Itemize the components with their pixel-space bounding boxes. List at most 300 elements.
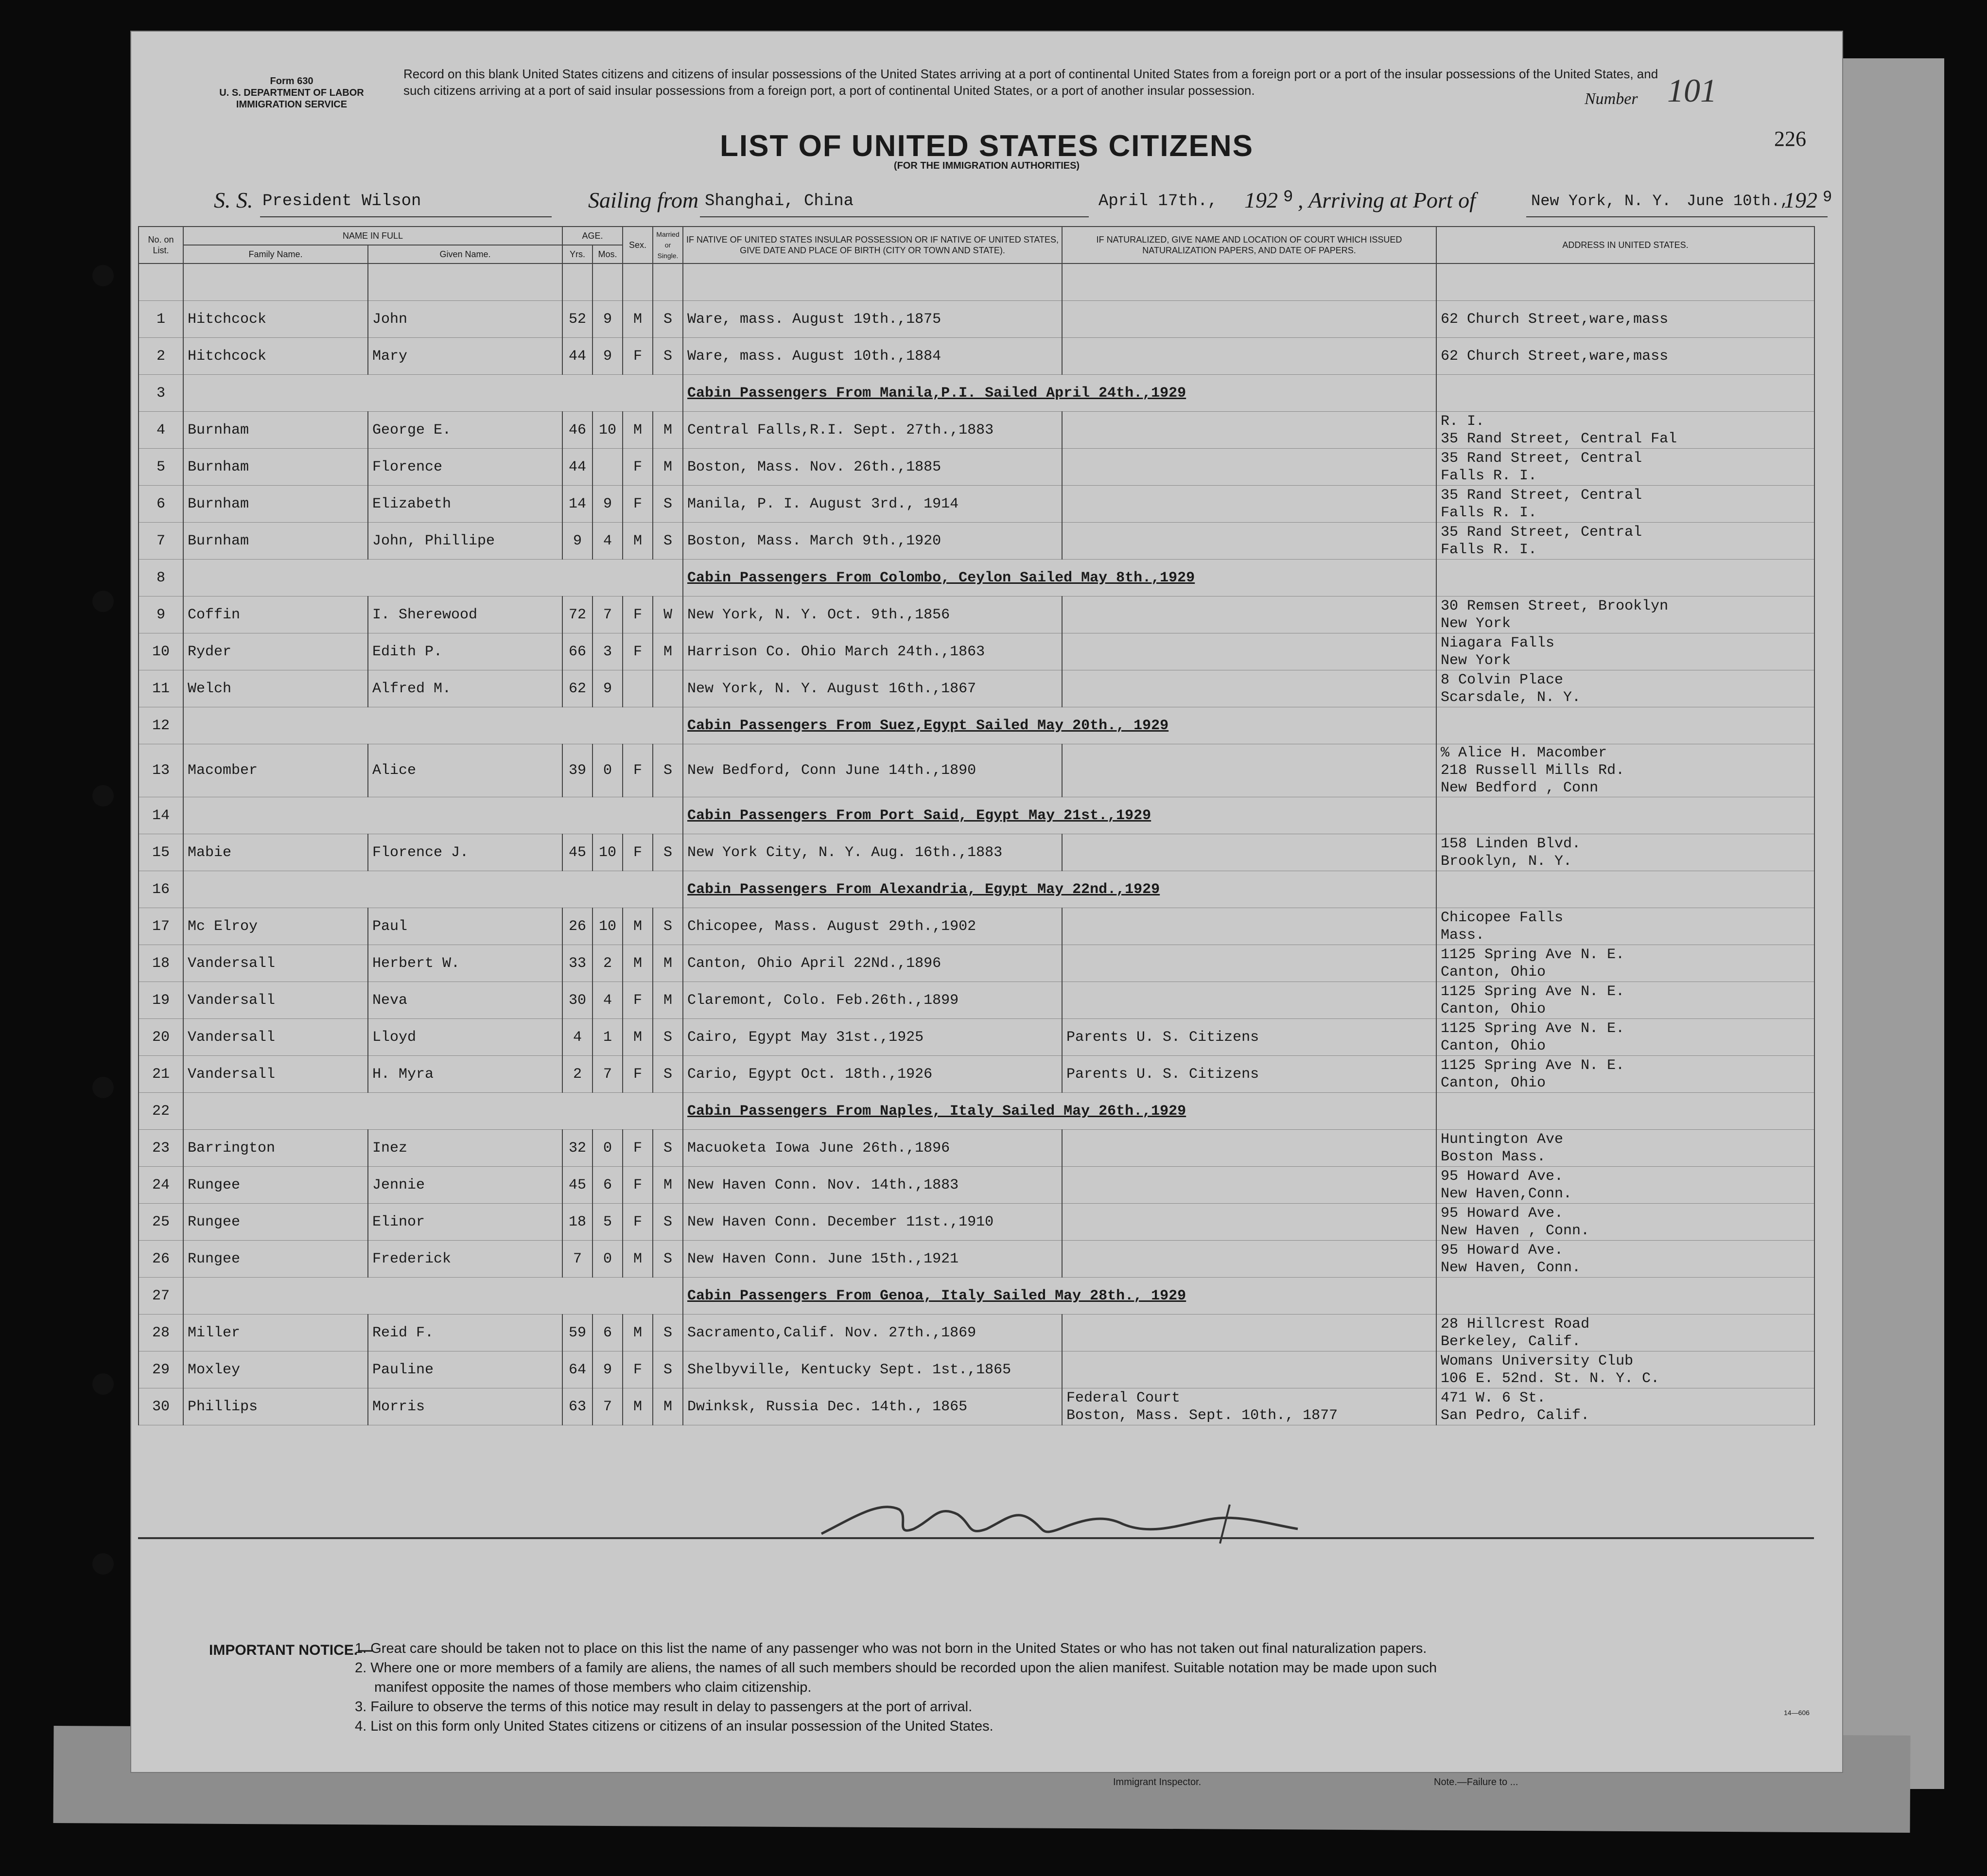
address: 95 Howard Ave. New Haven, Conn. — [1436, 1241, 1814, 1278]
birth-place-date: Chicopee, Mass. August 29th.,1902 — [683, 908, 1062, 945]
given-name: Pauline — [368, 1351, 562, 1388]
col-address: ADDRESS IN UNITED STATES. — [1436, 227, 1814, 263]
passenger-row — [139, 1351, 1814, 1388]
age-years: 39 — [562, 744, 593, 797]
address: 1125 Spring Ave N. E. Canton, Ohio — [1436, 1019, 1814, 1056]
age-years: 46 — [562, 412, 593, 449]
arriving-label: , Arriving at Port of — [1298, 188, 1476, 212]
sex: F — [623, 1056, 653, 1093]
sex: M — [623, 908, 653, 945]
marital-status: M — [653, 633, 683, 670]
arrival-date: June 10th., — [1687, 192, 1790, 210]
passenger-row — [139, 670, 1814, 707]
given-name: Neva — [368, 982, 562, 1019]
row-number: 6 — [139, 486, 183, 523]
row-number: 20 — [139, 1019, 183, 1056]
age-years: 59 — [562, 1315, 593, 1351]
birth-place-date: Manila, P. I. August 3rd., 1914 — [683, 486, 1062, 523]
marital-status: M — [653, 412, 683, 449]
row-number: 12 — [139, 707, 183, 744]
age-years: 45 — [562, 834, 593, 871]
col-naturalized: IF NATURALIZED, GIVE NAME AND LOCATION OF COURT WHICH ISSUED NATURALIZATION PAPERS, AND DATE OF PAPERS. — [1062, 227, 1436, 263]
family-name: Coffin — [183, 596, 368, 633]
spacer-row — [139, 263, 1814, 301]
given-name: Alice — [368, 744, 562, 797]
family-name: Hitchcock — [183, 301, 368, 338]
given-name: Reid F. — [368, 1315, 562, 1351]
naturalization — [1062, 338, 1436, 375]
section-row — [139, 1278, 1814, 1315]
marital-status — [653, 670, 683, 707]
row-number: 30 — [139, 1388, 183, 1425]
section-heading: Cabin Passengers From Naples, Italy Sailed May 26th.,1929 — [683, 1093, 1436, 1130]
row-number: 27 — [139, 1278, 183, 1315]
given-name: Elinor — [368, 1204, 562, 1241]
blank-cells — [183, 375, 683, 412]
address: Chicopee Falls Mass. — [1436, 908, 1814, 945]
printer-code: 14—606 — [1784, 1709, 1810, 1717]
marital-status: S — [653, 523, 683, 560]
birth-place-date: Boston, Mass. March 9th.,1920 — [683, 523, 1062, 560]
given-name: Lloyd — [368, 1019, 562, 1056]
address: 35 Rand Street, Central Falls R. I. — [1436, 523, 1814, 560]
naturalization — [1062, 523, 1436, 560]
age-years: 4 — [562, 1019, 593, 1056]
address: 158 Linden Blvd. Brooklyn, N. Y. — [1436, 834, 1814, 871]
passenger-rows — [139, 263, 1814, 1425]
row-number: 23 — [139, 1130, 183, 1167]
notice-item-1: 1. Great care should be taken not to place on this list the name of any passenger who was not born in the United States or who has not taken out final naturalization papers. — [355, 1641, 1427, 1656]
passenger-row — [139, 1204, 1814, 1241]
blank-cells — [183, 1093, 683, 1130]
age-years: 18 — [562, 1204, 593, 1241]
given-name: Inez — [368, 1130, 562, 1167]
manifest-page — [131, 32, 1842, 1788]
given-name: John — [368, 301, 562, 338]
marital-status: S — [653, 486, 683, 523]
row-number: 19 — [139, 982, 183, 1019]
birth-place-date: Boston, Mass. Nov. 26th.,1885 — [683, 449, 1062, 486]
naturalization — [1062, 1351, 1436, 1388]
passenger-row — [139, 982, 1814, 1019]
marital-status: S — [653, 1130, 683, 1167]
col-given-name: Given Name. — [368, 245, 562, 263]
age-months: 6 — [593, 1167, 623, 1204]
age-years: 64 — [562, 1351, 593, 1388]
section-row — [139, 871, 1814, 908]
passenger-row — [139, 596, 1814, 633]
col-name-in-full: NAME IN FULL — [183, 227, 562, 245]
arrival-year-prefix: 192 — [1784, 188, 1817, 212]
section-row — [139, 560, 1814, 596]
row-number: 29 — [139, 1351, 183, 1388]
age-months: 9 — [593, 1351, 623, 1388]
family-name: Rungee — [183, 1241, 368, 1278]
address: 95 Howard Ave. New Haven,Conn. — [1436, 1167, 1814, 1204]
form-number: Form 630 — [270, 76, 314, 87]
blank-cell — [1436, 797, 1814, 834]
row-number: 8 — [139, 560, 183, 596]
family-name: Miller — [183, 1315, 368, 1351]
section-row — [139, 797, 1814, 834]
sailing-year-prefix: 192 — [1244, 188, 1278, 212]
department-label: U. S. DEPARTMENT OF LABOR — [219, 88, 364, 98]
address: 1125 Spring Ave N. E. Canton, Ohio — [1436, 982, 1814, 1019]
family-name: Rungee — [183, 1167, 368, 1204]
address: 471 W. 6 St. San Pedro, Calif. — [1436, 1388, 1814, 1425]
address: Womans University Club 106 E. 52nd. St. N. Y. C. — [1436, 1351, 1814, 1388]
punch-hole — [92, 265, 114, 286]
birth-place-date: New Haven Conn. December 11st.,1910 — [683, 1204, 1062, 1241]
row-number: 4 — [139, 412, 183, 449]
birth-place-date: New Bedford, Conn June 14th.,1890 — [683, 744, 1062, 797]
family-name: Mabie — [183, 834, 368, 871]
row-number: 24 — [139, 1167, 183, 1204]
age-years: 52 — [562, 301, 593, 338]
family-name: Macomber — [183, 744, 368, 797]
age-years: 72 — [562, 596, 593, 633]
age-months: 1 — [593, 1019, 623, 1056]
family-name: Vandersall — [183, 945, 368, 982]
age-months: 0 — [593, 1241, 623, 1278]
naturalization — [1062, 633, 1436, 670]
col-sex: Sex. — [623, 227, 653, 263]
birth-place-date: New York, N. Y. Oct. 9th.,1856 — [683, 596, 1062, 633]
passenger-row — [139, 908, 1814, 945]
family-name: Burnham — [183, 523, 368, 560]
sailing-port: Shanghai, China — [705, 192, 854, 210]
birth-place-date: Central Falls,R.I. Sept. 27th.,1883 — [683, 412, 1062, 449]
birth-place-date: Ware, mass. August 10th.,1884 — [683, 338, 1062, 375]
sex — [623, 670, 653, 707]
ship-underline — [260, 216, 552, 217]
age-years: 66 — [562, 633, 593, 670]
address: 35 Rand Street, Central Falls R. I. — [1436, 486, 1814, 523]
row-number: 2 — [139, 338, 183, 375]
punch-hole — [92, 591, 114, 612]
row-number: 10 — [139, 633, 183, 670]
address: 62 Church Street,ware,mass — [1436, 301, 1814, 338]
notice-item-3: 3. Failure to observe the terms of this notice may result in delay to passengers at the port of arrival. — [355, 1699, 973, 1715]
age-years: 9 — [562, 523, 593, 560]
form-identifier — [190, 75, 394, 110]
address: Niagara Falls New York — [1436, 633, 1814, 670]
address: Huntington Ave Boston Mass. — [1436, 1130, 1814, 1167]
naturalization: Parents U. S. Citizens — [1062, 1019, 1436, 1056]
sex: M — [623, 1241, 653, 1278]
passenger-row — [139, 633, 1814, 670]
row-number: 26 — [139, 1241, 183, 1278]
age-years: 26 — [562, 908, 593, 945]
blank-cell — [1436, 375, 1814, 412]
age-months: 0 — [593, 744, 623, 797]
row-number: 22 — [139, 1093, 183, 1130]
blank-cells — [183, 871, 683, 908]
family-name: Rungee — [183, 1204, 368, 1241]
age-years: 44 — [562, 449, 593, 486]
naturalization — [1062, 908, 1436, 945]
family-name: Burnham — [183, 412, 368, 449]
given-name: Morris — [368, 1388, 562, 1425]
marital-status: M — [653, 1388, 683, 1425]
age-years: 63 — [562, 1388, 593, 1425]
row-number: 9 — [139, 596, 183, 633]
family-name: Phillips — [183, 1388, 368, 1425]
section-row — [139, 1093, 1814, 1130]
age-months: 10 — [593, 834, 623, 871]
notice-item-2: 2. Where one or more members of a family are aliens, the names of all such members should be recorded upon the alien manifest. Suitable notation may be made upon such — [355, 1660, 1437, 1676]
row-number: 15 — [139, 834, 183, 871]
sex: F — [623, 596, 653, 633]
marital-status: S — [653, 1019, 683, 1056]
passenger-row — [139, 1241, 1814, 1278]
blank-cell — [1436, 1278, 1814, 1315]
age-months: 0 — [593, 1130, 623, 1167]
passenger-row — [139, 449, 1814, 486]
family-name: Vandersall — [183, 1019, 368, 1056]
service-label: IMMIGRATION SERVICE — [236, 99, 348, 110]
given-name: Paul — [368, 908, 562, 945]
blank-cell — [1436, 560, 1814, 596]
family-name: Ryder — [183, 633, 368, 670]
age-years: 33 — [562, 945, 593, 982]
naturalization: Parents U. S. Citizens — [1062, 1056, 1436, 1093]
marital-status: S — [653, 1056, 683, 1093]
naturalization — [1062, 1130, 1436, 1167]
given-name: Jennie — [368, 1167, 562, 1204]
naturalization — [1062, 744, 1436, 797]
naturalization — [1062, 945, 1436, 982]
col-family-name: Family Name. — [183, 245, 368, 263]
marital-status: S — [653, 1204, 683, 1241]
given-name: Alfred M. — [368, 670, 562, 707]
age-months: 9 — [593, 338, 623, 375]
given-name: John, Phillipe — [368, 523, 562, 560]
sex: M — [623, 412, 653, 449]
col-no: No. on List. — [139, 227, 183, 263]
row-number: 14 — [139, 797, 183, 834]
row-number: 3 — [139, 375, 183, 412]
passenger-row — [139, 1056, 1814, 1093]
age-months: 2 — [593, 945, 623, 982]
age-months: 4 — [593, 523, 623, 560]
age-months: 7 — [593, 1056, 623, 1093]
naturalization: Federal Court Boston, Mass. Sept. 10th., 1877 — [1062, 1388, 1436, 1425]
marital-status: M — [653, 982, 683, 1019]
birth-place-date: New York, N. Y. August 16th.,1867 — [683, 670, 1062, 707]
age-months: 6 — [593, 1315, 623, 1351]
row-number: 1 — [139, 301, 183, 338]
birth-place-date: Ware, mass. August 19th.,1875 — [683, 301, 1062, 338]
family-name: Moxley — [183, 1351, 368, 1388]
sex: M — [623, 945, 653, 982]
birth-place-date: Cario, Egypt Oct. 18th.,1926 — [683, 1056, 1062, 1093]
marital-status: S — [653, 908, 683, 945]
age-months: 10 — [593, 412, 623, 449]
address: % Alice H. Macomber 218 Russell Mills Rd. New Bedford , Conn — [1436, 744, 1814, 797]
punch-hole — [92, 1373, 114, 1395]
blank-cells — [183, 560, 683, 596]
section-heading: Cabin Passengers From Genoa, Italy Sailed May 28th., 1929 — [683, 1278, 1436, 1315]
section-heading: Cabin Passengers From Port Said, Egypt May 21st.,1929 — [683, 797, 1436, 834]
passenger-row — [139, 945, 1814, 982]
arrival-year-digit: 9 — [1823, 188, 1832, 206]
given-name: H. Myra — [368, 1056, 562, 1093]
row-number: 7 — [139, 523, 183, 560]
age-years: 7 — [562, 1241, 593, 1278]
inspector-signature — [812, 1490, 1346, 1548]
age-months — [593, 449, 623, 486]
birth-place-date: Shelbyville, Kentucky Sept. 1st.,1865 — [683, 1351, 1062, 1388]
inspector-label: Immigrant Inspector. — [1113, 1777, 1202, 1788]
given-name: Frederick — [368, 1241, 562, 1278]
marital-status: S — [653, 834, 683, 871]
sailing-date: April 17th., — [1098, 192, 1218, 210]
page-number: 226 — [1774, 127, 1806, 151]
sex: F — [623, 744, 653, 797]
passenger-row — [139, 744, 1814, 797]
passenger-table — [138, 226, 1815, 1425]
passenger-row — [139, 486, 1814, 523]
address: 1125 Spring Ave N. E. Canton, Ohio — [1436, 945, 1814, 982]
punch-hole — [92, 1077, 114, 1098]
sailing-year-digit: 9 — [1283, 188, 1293, 207]
passenger-row — [139, 1388, 1814, 1425]
address: 95 Howard Ave. New Haven , Conn. — [1436, 1204, 1814, 1241]
age-months: 7 — [593, 1388, 623, 1425]
given-name: Herbert W. — [368, 945, 562, 982]
footer-note: Note.—Failure to ... — [1434, 1777, 1518, 1788]
naturalization — [1062, 486, 1436, 523]
sex: F — [623, 449, 653, 486]
row-number: 16 — [139, 871, 183, 908]
row-number: 28 — [139, 1315, 183, 1351]
age-years: 44 — [562, 338, 593, 375]
marital-status: S — [653, 744, 683, 797]
family-name: Vandersall — [183, 1056, 368, 1093]
age-months: 9 — [593, 301, 623, 338]
col-mos: Mos. — [593, 245, 623, 263]
family-name: Barrington — [183, 1130, 368, 1167]
marital-status: W — [653, 596, 683, 633]
naturalization — [1062, 982, 1436, 1019]
age-years: 62 — [562, 670, 593, 707]
sex: F — [623, 982, 653, 1019]
section-heading: Cabin Passengers From Colombo, Ceylon Sailed May 8th.,1929 — [683, 560, 1436, 596]
birth-place-date: New York City, N. Y. Aug. 16th.,1883 — [683, 834, 1062, 871]
page-subtitle: (FOR THE IMMIGRATION AUTHORITIES) — [893, 160, 1080, 171]
naturalization — [1062, 834, 1436, 871]
blank-cells — [183, 707, 683, 744]
row-number: 11 — [139, 670, 183, 707]
row-number: 5 — [139, 449, 183, 486]
col-yrs: Yrs. — [562, 245, 593, 263]
age-months: 9 — [593, 486, 623, 523]
family-name: Burnham — [183, 486, 368, 523]
address: 8 Colvin Place Scarsdale, N. Y. — [1436, 670, 1814, 707]
naturalization — [1062, 1167, 1436, 1204]
family-name: Mc Elroy — [183, 908, 368, 945]
given-name: Edith P. — [368, 633, 562, 670]
sex: M — [623, 523, 653, 560]
birth-place-date: Dwinksk, Russia Dec. 14th., 1865 — [683, 1388, 1062, 1425]
naturalization — [1062, 596, 1436, 633]
notice-item-4: 4. List on this form only United States citizens or citizens of an insular possession of the United States. — [355, 1718, 994, 1734]
birth-place-date: Cairo, Egypt May 31st.,1925 — [683, 1019, 1062, 1056]
page-title: LIST OF UNITED STATES CITIZENS — [720, 129, 1254, 163]
sex: F — [623, 1167, 653, 1204]
naturalization — [1062, 1315, 1436, 1351]
notice-lead: IMPORTANT NOTICE.— — [209, 1642, 373, 1658]
punch-hole — [92, 1553, 114, 1575]
row-number: 13 — [139, 744, 183, 797]
marital-status: M — [653, 449, 683, 486]
number-value: 101 — [1667, 72, 1717, 109]
family-name: Hitchcock — [183, 338, 368, 375]
section-row — [139, 707, 1814, 744]
passenger-row — [139, 412, 1814, 449]
sex: F — [623, 834, 653, 871]
age-years: 2 — [562, 1056, 593, 1093]
sailing-label: Sailing from — [588, 188, 699, 212]
passenger-row — [139, 1130, 1814, 1167]
col-age: AGE. — [562, 227, 623, 245]
col-married: Married or Single. — [653, 227, 683, 263]
section-heading: Cabin Passengers From Manila,P.I. Sailed April 24th.,1929 — [683, 375, 1436, 412]
age-months: 9 — [593, 670, 623, 707]
ship-name: President Wilson — [262, 192, 421, 210]
address: 35 Rand Street, Central Falls R. I. — [1436, 449, 1814, 486]
sex: F — [623, 1130, 653, 1167]
passenger-row — [139, 338, 1814, 375]
sex: M — [623, 1388, 653, 1425]
naturalization — [1062, 449, 1436, 486]
number-label: Number — [1585, 90, 1638, 108]
family-name: Burnham — [183, 449, 368, 486]
blank-cells — [183, 1278, 683, 1315]
sex: F — [623, 486, 653, 523]
age-years: 32 — [562, 1130, 593, 1167]
section-heading: Cabin Passengers From Alexandria, Egypt May 22nd.,1929 — [683, 871, 1436, 908]
birth-place-date: Claremont, Colo. Feb.26th.,1899 — [683, 982, 1062, 1019]
sex: M — [623, 301, 653, 338]
passenger-row — [139, 1315, 1814, 1351]
blank-cell — [1436, 1093, 1814, 1130]
age-months: 4 — [593, 982, 623, 1019]
naturalization — [1062, 412, 1436, 449]
row-number: 25 — [139, 1204, 183, 1241]
passenger-row — [139, 834, 1814, 871]
age-years: 14 — [562, 486, 593, 523]
age-months: 7 — [593, 596, 623, 633]
marital-status: S — [653, 1241, 683, 1278]
given-name: Florence J. — [368, 834, 562, 871]
arrival-underline — [1526, 216, 1828, 217]
marital-status: M — [653, 945, 683, 982]
sex: M — [623, 1019, 653, 1056]
blank-cells — [183, 797, 683, 834]
marital-status: S — [653, 1351, 683, 1388]
passenger-row — [139, 1019, 1814, 1056]
address: 28 Hillcrest Road Berkeley, Calif. — [1436, 1315, 1814, 1351]
address: R. I. 35 Rand Street, Central Fal — [1436, 412, 1814, 449]
birth-place-date: Macuoketa Iowa June 26th.,1896 — [683, 1130, 1062, 1167]
section-heading: Cabin Passengers From Suez,Egypt Sailed May 20th., 1929 — [683, 707, 1436, 744]
blank-cell — [1436, 707, 1814, 744]
naturalization — [1062, 670, 1436, 707]
row-number: 17 — [139, 908, 183, 945]
port-underline — [700, 216, 1089, 217]
